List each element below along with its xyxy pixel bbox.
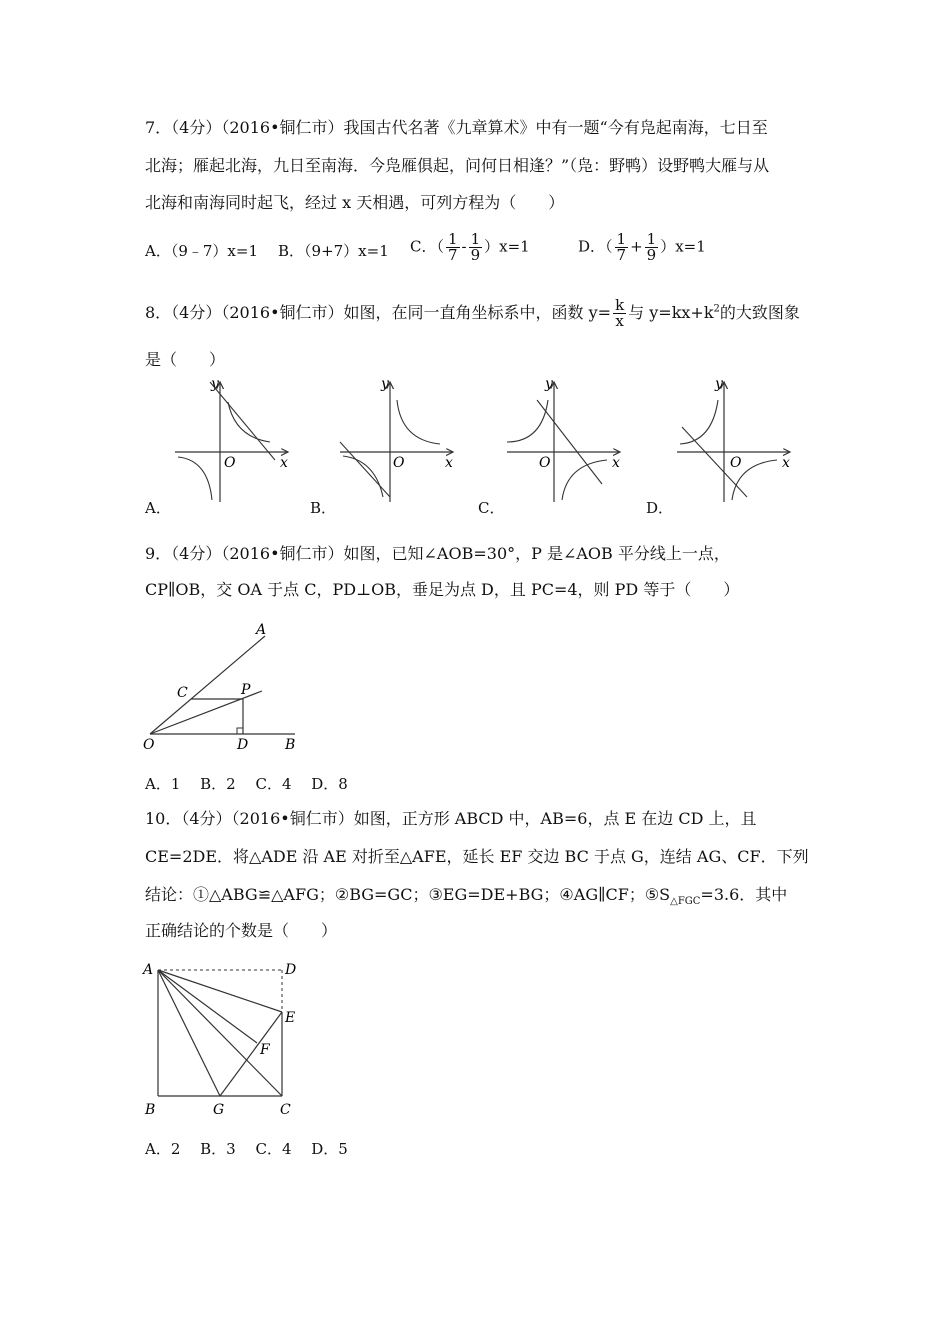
q8-graph-a xyxy=(170,372,300,507)
x-axis-label: x xyxy=(445,455,453,471)
origin-label: O xyxy=(539,455,551,471)
q7-option-a: A．（9﹣7）x=1 xyxy=(145,242,258,260)
fraction-k-over-x: $\frac{k}{x}$ xyxy=(615,296,625,330)
q9-stem-line-1: 9．（4分）（2016•铜仁市）如图，已知∠AOB=30°，P 是∠AOB 平分线上一点， xyxy=(145,544,730,563)
y-axis-label: y xyxy=(545,376,553,392)
y-axis-label: y xyxy=(715,376,723,392)
point-a-label: A xyxy=(256,622,267,638)
q7-stem-line-3: 北海和南海同时起飞，经过 x 天相遇，可列方程为（ ） xyxy=(145,193,565,212)
q10-stem-line-4: 正确结论的个数是（ ） xyxy=(145,921,338,940)
q9-options: A．1 B．2 C．4 D．8 xyxy=(145,775,348,793)
q7-stem-line-2: 北海；雁起北海，九日至南海．今凫雁俱起，问何日相逢？”（凫：野鸭）设野鸭大雁与从 xyxy=(145,156,770,175)
q7-option-b: B．（9+7）x=1 xyxy=(278,242,389,260)
origin-label: O xyxy=(393,455,405,471)
point-g-label: G xyxy=(213,1102,225,1118)
x-axis-label: x xyxy=(782,455,790,471)
q9-figure xyxy=(140,618,310,758)
point-o-label: O xyxy=(143,737,155,753)
point-p-label: P xyxy=(241,682,251,698)
q7-stem-line-1: 7．（4分）（2016•铜仁市）我国古代名著《九章算术》中有一题“今有凫起南海，七日至 xyxy=(145,118,768,137)
q8-label-a: A． xyxy=(145,499,171,517)
q8-graph-d xyxy=(672,372,802,507)
q7-option-d: D．（ $\frac{1}{7}$ + $\frac{1}{9}$ ）x=1 xyxy=(578,230,706,264)
q8-graph-c xyxy=(502,372,632,507)
q8-graph-b xyxy=(335,372,465,507)
fraction: $\frac{1}{7}$ xyxy=(616,230,627,264)
point-b-label: B xyxy=(285,737,296,753)
q7-option-c: C．（ $\frac{1}{7}$ - $\frac{1}{9}$ ）x=1 xyxy=(410,230,530,264)
fraction: $\frac{1}{9}$ xyxy=(470,230,481,264)
q8-label-b: B． xyxy=(310,499,337,517)
q8-label-d: D． xyxy=(646,499,674,517)
q10-stem-line-2: CE=2DE．将△ADE 沿 AE 对折至△AFE，延长 EF 交边 BC 于点 G，连结 AG、CF．下列 xyxy=(145,847,809,866)
q8-stem-line-1: 8．（4分）（2016•铜仁市）如图，在同一直角坐标系中，函数 y= $\frac{k}{x}$ 与 $y=kx+k^2$的大致图象 xyxy=(145,296,800,330)
q10-stem-line-3: 结论：①△ABG≌△AFG；②BG=GC；③EG=DE+BG；④AG∥CF；$⑤S_{\triangle FGC}=3.6$．其中 xyxy=(145,885,788,908)
point-c-label: C xyxy=(177,685,188,701)
point-f-label: F xyxy=(260,1042,270,1058)
q9-stem-line-2: CP∥OB，交 OA 于点 C，PD⊥OB，垂足为点 D，且 PC=4，则 PD 等于（ ） xyxy=(145,580,740,599)
point-e-label: E xyxy=(285,1010,296,1026)
q8-label-c: C． xyxy=(478,499,505,517)
fraction: $\frac{1}{7}$ xyxy=(447,230,458,264)
fraction: $\frac{1}{9}$ xyxy=(646,230,657,264)
point-d-label: D xyxy=(285,962,297,978)
origin-label: O xyxy=(224,455,236,471)
x-axis-label: x xyxy=(280,455,288,471)
origin-label: O xyxy=(730,455,742,471)
q8-stem-line-2: 是（ ） xyxy=(145,350,226,369)
q10-options: A．2 B．3 C．4 D．5 xyxy=(145,1140,348,1158)
y-axis-label: y xyxy=(211,376,219,392)
point-d-label: D xyxy=(237,737,249,753)
x-axis-label: x xyxy=(612,455,620,471)
y-axis-label: y xyxy=(381,376,389,392)
q10-figure xyxy=(140,958,310,1123)
point-b-label: B xyxy=(145,1102,156,1118)
point-a-label: A xyxy=(143,962,154,978)
point-c-label: C xyxy=(280,1102,291,1118)
q10-stem-line-1: 10．（4分）（2016•铜仁市）如图，正方形 ABCD 中，AB=6，点 E 在边 CD 上，且 xyxy=(145,809,757,828)
